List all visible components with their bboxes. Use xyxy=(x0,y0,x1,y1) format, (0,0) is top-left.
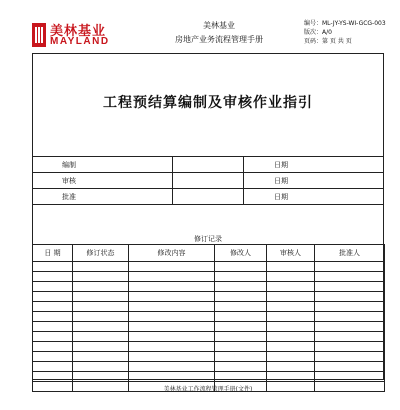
revision-empty-row xyxy=(33,302,385,312)
revision-empty-cell xyxy=(33,332,73,342)
revision-empty-cell xyxy=(73,302,129,312)
logo-mark-icon xyxy=(32,21,46,49)
company-logo xyxy=(32,19,140,51)
revision-record-title: 修订记录 xyxy=(194,235,222,243)
revision-empty-row xyxy=(33,282,385,292)
revision-empty-row xyxy=(33,292,385,302)
approval-date-label: 日期 xyxy=(244,189,385,205)
revision-empty-cell xyxy=(267,362,315,372)
revision-empty-cell xyxy=(73,372,129,382)
revision-empty-cell xyxy=(267,282,315,292)
revision-empty-cell xyxy=(215,372,267,382)
document-number: 编号：ML-JY-YS-WI-GCG-003 xyxy=(304,20,386,27)
revision-empty-cell xyxy=(215,352,267,362)
revision-header-row xyxy=(33,245,385,262)
company-name: 美林基业 xyxy=(203,21,235,30)
revision-empty-cell xyxy=(315,342,385,352)
revision-empty-row xyxy=(33,372,385,382)
revision-column-header: 审核人 xyxy=(267,245,315,262)
revision-empty-cell xyxy=(33,262,73,272)
revision-column-header: 修订状态 xyxy=(73,245,129,262)
revision-empty-cell xyxy=(73,282,129,292)
approval-date-label: 日期 xyxy=(244,173,385,189)
revision-empty-cell xyxy=(33,362,73,372)
page-footer: 美林基业工作流程管理手册(文件) xyxy=(163,386,253,393)
revision-empty-cell xyxy=(215,362,267,372)
revision-table xyxy=(32,244,385,392)
revision-empty-cell xyxy=(33,302,73,312)
revision-empty-row xyxy=(33,262,385,272)
revision-empty-cell xyxy=(215,302,267,312)
revision-empty-row xyxy=(33,322,385,332)
revision-empty-cell xyxy=(315,302,385,312)
revision-empty-cell xyxy=(315,372,385,382)
revision-empty-cell xyxy=(129,372,215,382)
revision-empty-cell xyxy=(129,282,215,292)
revision-empty-cell xyxy=(215,272,267,282)
revision-empty-cell xyxy=(315,322,385,332)
revision-empty-cell xyxy=(315,272,385,282)
approval-table xyxy=(32,156,384,205)
revision-empty-cell xyxy=(267,352,315,362)
approval-row xyxy=(32,157,384,173)
revision-empty-cell xyxy=(315,262,385,272)
revision-empty-cell xyxy=(215,322,267,332)
approval-date-label: 日期 xyxy=(244,157,385,173)
header-center xyxy=(144,19,294,47)
revision-empty-cell xyxy=(129,262,215,272)
revision-empty-cell xyxy=(73,342,129,352)
frame-top-border xyxy=(32,53,384,54)
revision-empty-cell xyxy=(73,312,129,322)
revision-empty-cell xyxy=(215,312,267,322)
revision-empty-cell xyxy=(215,262,267,272)
revision-empty-cell xyxy=(267,372,315,382)
revision-empty-cell xyxy=(33,292,73,302)
revision-empty-cell xyxy=(129,342,215,352)
revision-empty-cell xyxy=(129,322,215,332)
revision-empty-cell xyxy=(215,282,267,292)
revision-empty-row xyxy=(33,362,385,372)
revision-empty-cell xyxy=(267,302,315,312)
document-control-info xyxy=(304,19,384,46)
revision-empty-cell xyxy=(215,292,267,302)
revision-empty-cell xyxy=(315,282,385,292)
revision-empty-cell xyxy=(315,362,385,372)
revision-empty-cell xyxy=(73,292,129,302)
revision-empty-cell xyxy=(267,322,315,332)
revision-empty-cell xyxy=(129,292,215,302)
revision-empty-cell xyxy=(267,342,315,352)
manual-name: 房地产业务流程管理手册 xyxy=(175,35,263,44)
revision-empty-cell xyxy=(267,272,315,282)
revision-empty-row xyxy=(33,332,385,342)
approval-signature-cell xyxy=(173,189,244,205)
revision-empty-cell xyxy=(73,362,129,372)
revision-empty-cell xyxy=(215,342,267,352)
document-title: 工程预结算编制及审核作业指引 xyxy=(103,95,313,111)
revision-empty-row xyxy=(33,352,385,362)
revision-empty-cell xyxy=(129,272,215,282)
revision-empty-cell xyxy=(73,272,129,282)
revision-column-header: 修改人 xyxy=(215,245,267,262)
revision-empty-cell xyxy=(33,342,73,352)
revision-empty-cell xyxy=(267,312,315,322)
document-version: 版次：A/0 xyxy=(304,29,332,36)
revision-empty-cell xyxy=(267,292,315,302)
revision-empty-cell xyxy=(315,312,385,322)
approval-label: 批准 xyxy=(32,189,173,205)
revision-empty-cell xyxy=(129,312,215,322)
revision-empty-cell xyxy=(267,332,315,342)
revision-empty-row xyxy=(33,312,385,322)
revision-empty-cell xyxy=(315,352,385,362)
page-number: 页码：第 页 共 页 xyxy=(304,38,352,45)
revision-empty-cell xyxy=(129,302,215,312)
revision-empty-cell xyxy=(33,282,73,292)
revision-empty-cell xyxy=(33,372,73,382)
revision-empty-cell xyxy=(33,352,73,362)
approval-signature-cell xyxy=(173,157,244,173)
revision-empty-cell xyxy=(315,292,385,302)
page-header xyxy=(32,19,384,51)
approval-label: 审核 xyxy=(32,173,173,189)
revision-empty-cell xyxy=(129,352,215,362)
revision-empty-cell xyxy=(33,312,73,322)
approval-signature-cell xyxy=(173,173,244,189)
revision-empty-row xyxy=(33,342,385,352)
revision-column-header: 批准人 xyxy=(315,245,385,262)
revision-empty-cell xyxy=(73,332,129,342)
revision-column-header: 日 期 xyxy=(33,245,73,262)
revision-empty-cell xyxy=(129,332,215,342)
logo-english-text: MAYLAND xyxy=(50,36,110,47)
approval-label: 编制 xyxy=(32,157,173,173)
revision-column-header: 修改内容 xyxy=(129,245,215,262)
revision-empty-cell xyxy=(73,352,129,362)
revision-empty-cell xyxy=(73,262,129,272)
revision-empty-cell xyxy=(267,262,315,272)
revision-empty-row xyxy=(33,272,385,282)
approval-row xyxy=(32,173,384,189)
logo-chinese-text: 美林基业 xyxy=(50,24,107,39)
revision-empty-cell xyxy=(315,332,385,342)
revision-empty-cell xyxy=(129,362,215,372)
revision-empty-cell xyxy=(33,322,73,332)
revision-empty-cell xyxy=(215,332,267,342)
revision-empty-cell xyxy=(33,272,73,282)
revision-empty-cell xyxy=(73,322,129,332)
approval-row xyxy=(32,189,384,205)
